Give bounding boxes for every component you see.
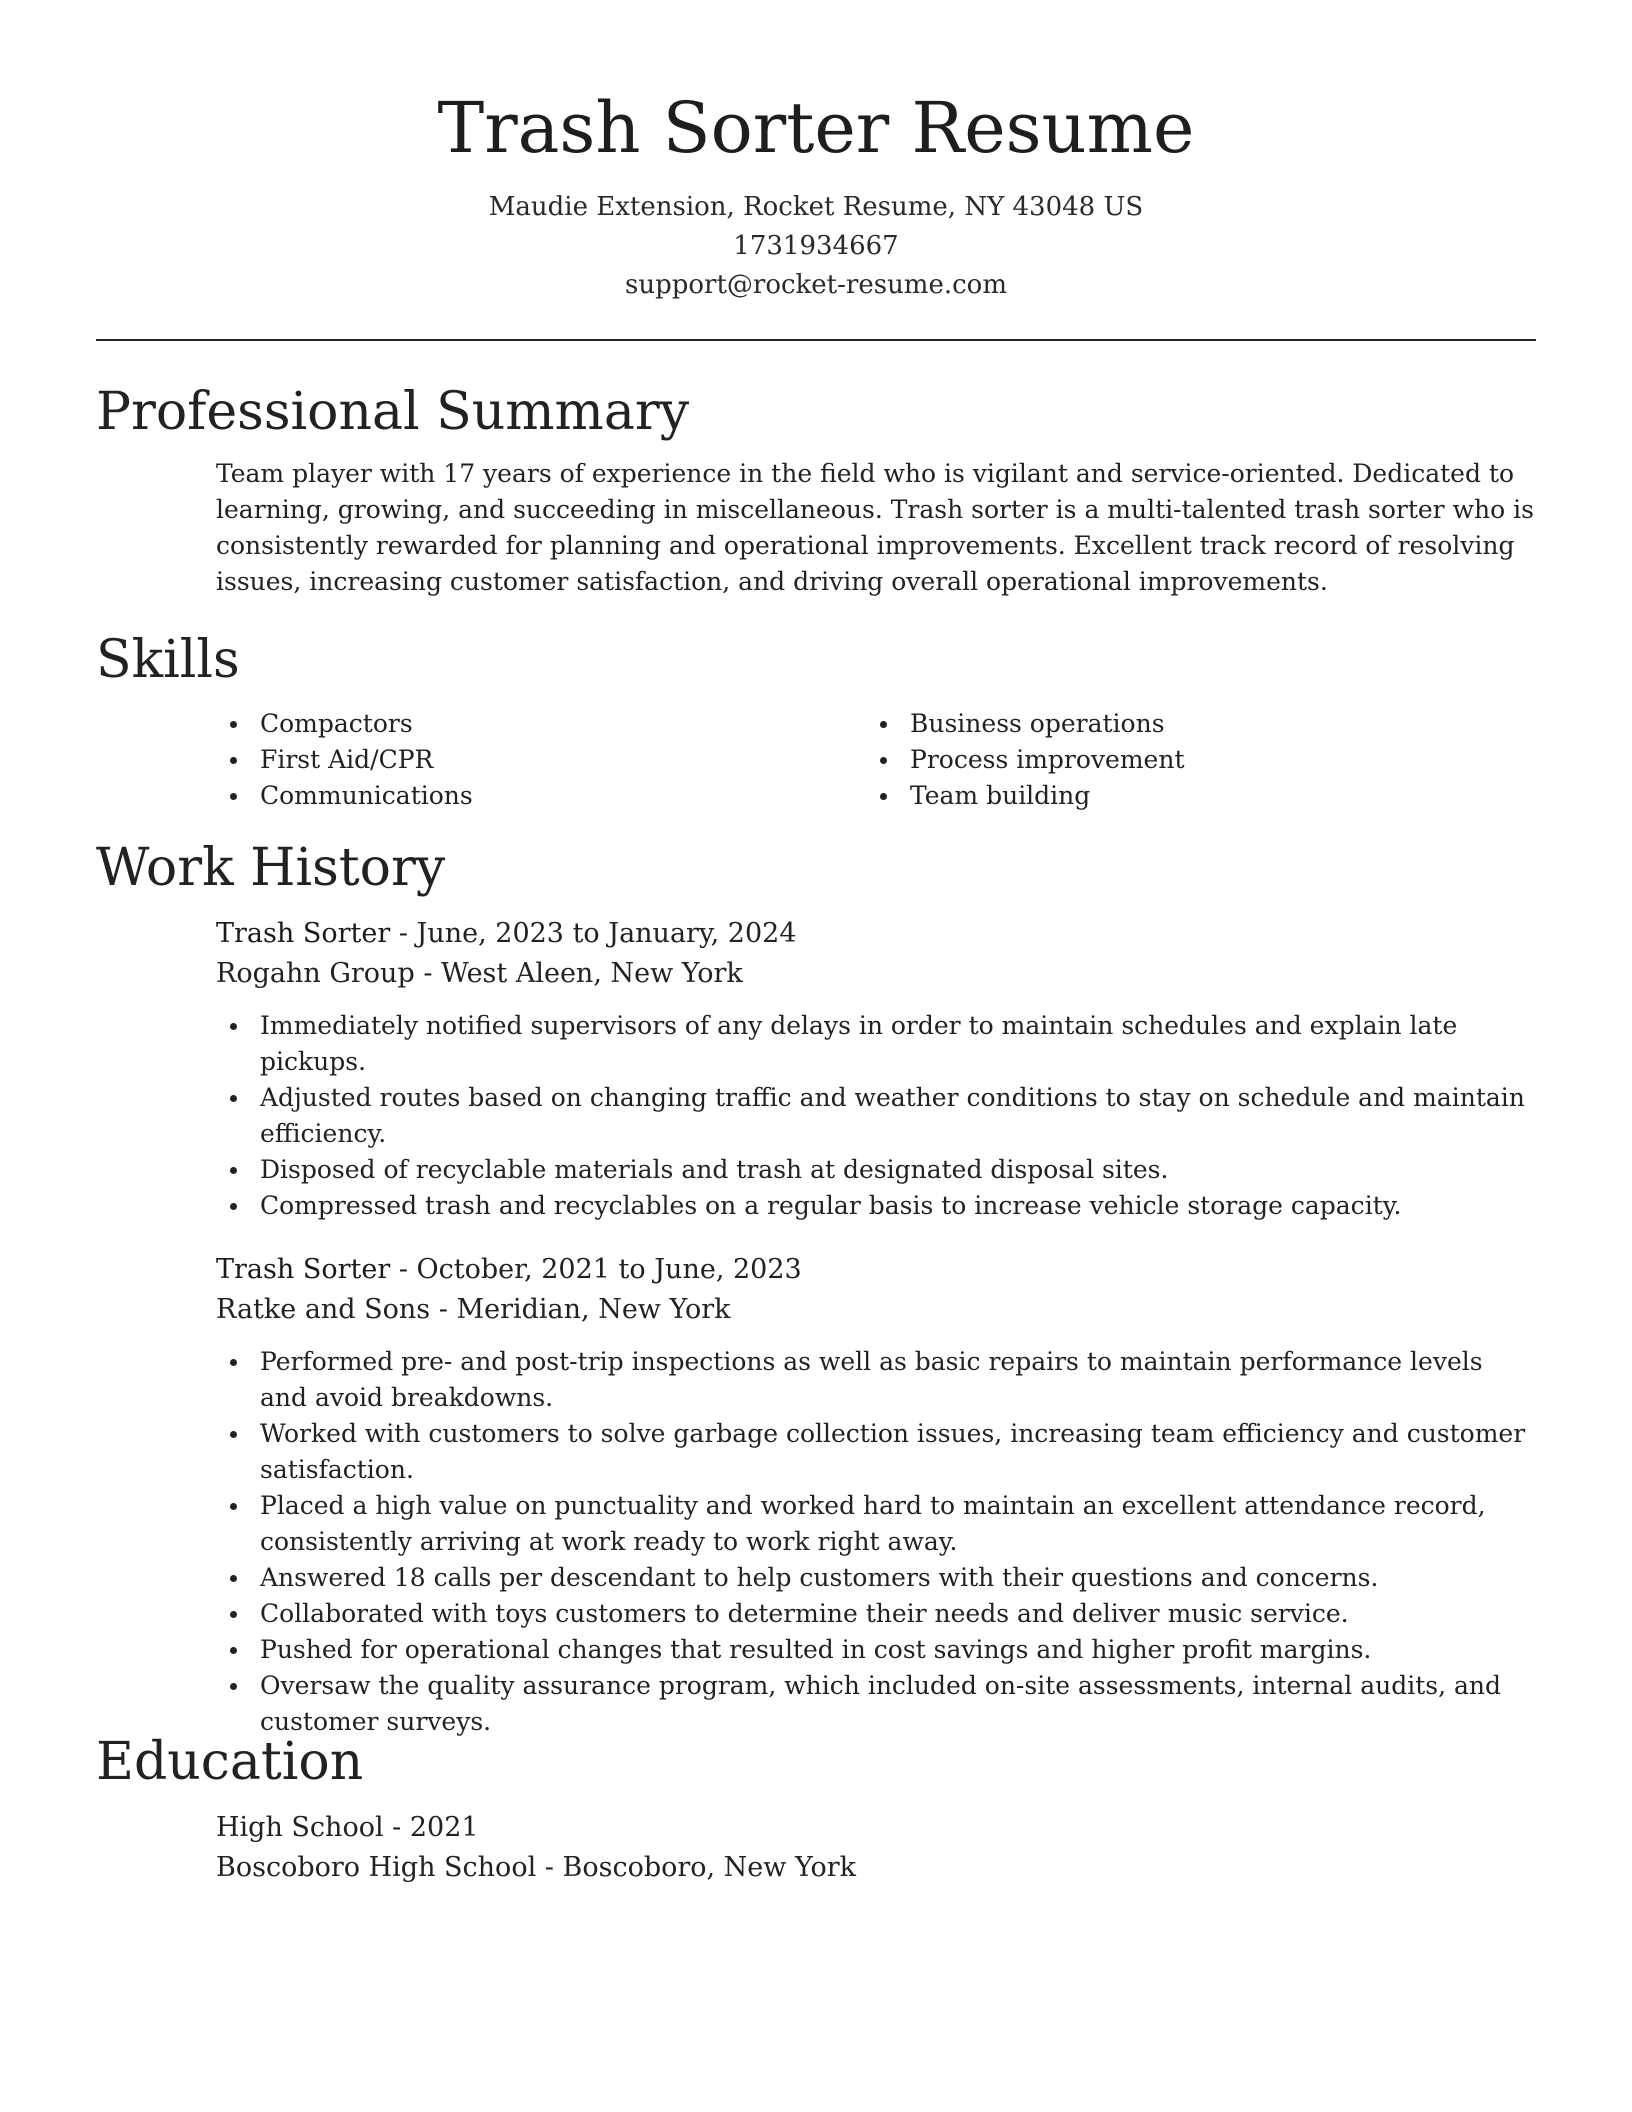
education-degree-line [216,1808,1536,1848]
resume-title: Trash Sorter Resume [437,87,1195,169]
education-location: - Boscoboro, New York [536,1852,856,1883]
contact-block [96,188,1536,305]
job-role: Trash Sorter [216,1254,391,1285]
education-year: - 2021 [383,1812,479,1843]
job-entry [216,1250,1536,1740]
job-entry [216,914,1536,1224]
job-bullet: Placed a high value on punctuality and worked hard to maintain an excellent attendance record, consistently arriving at work ready to work right away. [216,1488,1536,1560]
job-bullet: Compressed trash and recyclables on a regular basis to increase vehicle storage capacity. [216,1188,1536,1224]
job-bullet: Oversaw the quality assurance program, which included on-site assessments, internal audits, and customer surveys. [216,1668,1536,1740]
skill-item: Communications [216,778,866,814]
job-dates: - June, 2023 to January, 2024 [390,918,797,949]
job-company-line [216,954,1536,994]
contact-email: support@rocket-resume.com [624,270,1007,300]
job-bullets [96,1344,1536,1740]
skills-heading: Skills [96,630,240,690]
job-bullets [96,1008,1536,1224]
summary-text: Team player with 17 years of experience in the field who is vigilant and service-oriented. Dedicated to learning, growing, and succeeding in miscellaneous. Trash sorter is a multi-talented trash sorter who is consistently rewarded for planning and operational improvements. Excellent track record of resolving issues, increasing customer satisfaction, and driving overall operational improvements. [216,459,1534,596]
job-title-line [216,1250,1536,1290]
skill-item: Business operations [866,706,1516,742]
education-school-line [216,1848,1536,1888]
skill-item: Process improvement [866,742,1516,778]
skill-item: Team building [866,778,1516,814]
skill-item: First Aid/CPR [216,742,866,778]
job-bullet: Pushed for operational changes that resulted in cost savings and higher profit margins. [216,1632,1536,1668]
job-location: - Meridian, New York [430,1294,731,1325]
education-heading: Education [96,1732,364,1792]
job-bullet: Answered 18 calls per descendant to help customers with their questions and concerns. [216,1560,1536,1596]
resume-page [96,0,1536,1883]
job-title-line [216,914,1536,954]
skills-grid [216,706,1536,814]
job-bullet: Disposed of recyclable materials and trash at designated disposal sites. [216,1152,1536,1188]
job-bullet: Performed pre- and post-trip inspections as well as basic repairs to maintain performance levels and avoid breakdowns. [216,1344,1536,1416]
job-company: Ratke and Sons [216,1294,431,1325]
job-bullet: Worked with customers to solve garbage collection issues, increasing team efficiency and customer satisfaction. [216,1416,1536,1488]
job-company: Rogahn Group [216,958,415,989]
skills-list-right [866,706,1516,814]
education-degree: High School [216,1812,384,1843]
job-location: - West Aleen, New York [414,958,743,989]
job-bullet: Immediately notified supervisors of any delays in order to maintain schedules and explain late pickups. [216,1008,1536,1080]
job-company-line [216,1290,1536,1330]
job-bullet: Adjusted routes based on changing traffic and weather conditions to stay on schedule and maintain efficiency. [216,1080,1536,1152]
job-role: Trash Sorter [216,918,391,949]
work-heading: Work History [96,838,446,898]
education-section [96,1730,1536,1888]
work-section [96,836,1536,1740]
skills-list-left [216,706,866,814]
header-divider [96,339,1536,341]
education-entry [216,1808,1536,1888]
summary-section [96,380,1536,600]
skill-item: Compactors [216,706,866,742]
job-bullet: Collaborated with toys customers to determine their needs and deliver music service. [216,1596,1536,1632]
contact-phone: 1731934667 [733,231,899,261]
summary-heading: Professional Summary [96,382,690,442]
job-dates: - October, 2021 to June, 2023 [390,1254,802,1285]
education-school: Boscoboro High School [216,1852,537,1883]
skills-section [96,628,1536,814]
contact-address: Maudie Extension, Rocket Resume, NY 43048 US [488,192,1144,222]
